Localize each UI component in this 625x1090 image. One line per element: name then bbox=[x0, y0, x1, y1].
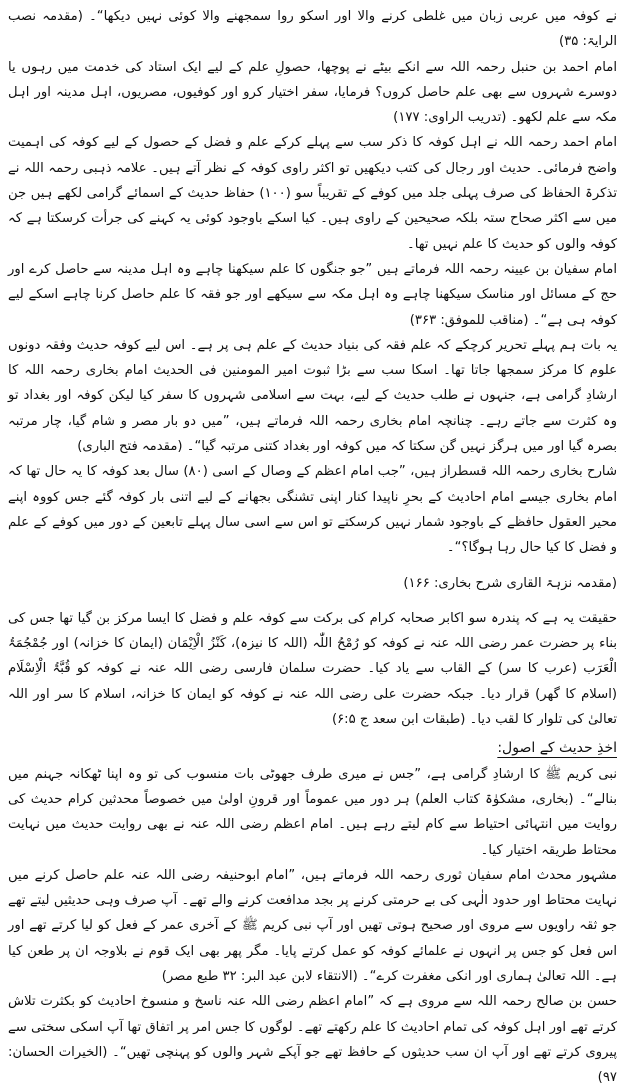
paragraph-bukhari-travels: یہ بات ہم پہلے تحریر کرچکے کہ علم فقہ کی بنیاد حدیث کے علم ہی پر ہے۔ اس لیے کوفہ حدیث وفقہ دونوں علوم کا مرکز سمجھا جاتا تھا۔ اسکا سب سے بڑا ثبوت امیر المومنین فی الحدیث امام بخاری رحمہ اللہ کا ارشادِ گرامی ہے، جنہوں نے طلب حدیث کے لیے، بہت سے اسلامی شہروں کا سفر کیا لیکن کوفہ اور بغداد تو وہ کثرت سے جاتے رہے۔ چنانچہ امام بخاری رحمہ اللہ فرماتے ہیں، ”میں دو بار مصر و شام گیا، چار مرتبہ بصرہ گیا اور میں ہرگز نہیں گن سکتا کہ میں کوفہ اور بغداد کتنی مرتبہ گیا“۔ (مقدمہ فتح الباری) bbox=[8, 337, 617, 455]
paragraph-sufyan-ibn-uyaynah: امام سفیان بن عیینہ رحمہ اللہ فرماتے ہیں ”جو جنگوں کا علم سیکھنا چاہے وہ اہل مدینہ سے حاصل کرے اور حج کے مسائل اور مناسک سیکھنا چاہے وہ اہل مکہ سے سیکھے اور جو فقہ کا علم حاصل کرنا چاہے اسکے لیے کوفہ ہی ہے“۔ (مناقب للموفق: ۳۶۳) bbox=[8, 261, 617, 328]
citation-nuzhat-al-qari: (مقدمہ نزہۃ القاری شرح بخاری: ۱۶۶) bbox=[403, 575, 617, 591]
paragraph-sufyan-thawri: مشہور محدث امام سفیان ثوری رحمہ اللہ فرماتے ہیں، ”امام ابوحنیفہ رضی اللہ عنہ علم حاصل کرنے میں نہایت محتاط اور حدود الٰہی کی بے حرمتی کرنے پر بجد مدافعت کرنے والے تھے۔ آپ صرف وہی حدیثیں لیتے تھے جو ثقہ راویوں سے مروی اور صحیح ہوتی تھیں اور آپ نبی کریم ﷺ کے آخری عمر کے فعل کو لیا کرتے تھے اور اس فعل کو جس پر انہوں نے علمائے کوفہ کو عمل کرتے پایا۔ مگر پھر بھی ایک قوم نے بلاوجہ ان پر طعن کیا ہے۔ اللہ تعالیٰ ہماری اور انکی مغفرت کرے“۔ (الانتقاء لابن عبد البر: ۳۲ طبع مصر) bbox=[8, 867, 617, 984]
paragraph-hasan-bin-salih: حسن بن صالح رحمہ اللہ سے مروی ہے کہ ”امام اعظم رضی اللہ عنہ ناسخ و منسوخ احادیث کو بکثرت تلاش کرتے تھے اور اہل کوفہ کی تمام احادیث کا علم رکھتے تھے۔ لوگوں کا جس امر پر اتفاق تھا آپ اسکی سختی سے پیروی کرتے تھے اور آپ ان سب حدیثوں کے حافظ تھے جو آپکے شہر والوں کو پہنچی تھیں“۔ (الخیرات الحسان: ۹۷) bbox=[8, 994, 617, 1086]
paragraph-kufa-titles: حقیقت یہ ہے کہ پندرہ سو اکابر صحابہ کرام کی برکت سے کوفہ علم و فضل کا ایسا مرکز بن گیا تھا جس کی بناء پر حضرت عمر رضی اللہ عنہ نے کوفہ کو رُمْحُ اللّٰہ (اللہ کا نیزہ)، کَنْزُ الْاِیْمَان (ایمان کا خزانہ) اور جُمْجُمَۃُ الْعَرَب (عرب کا سر) کے القاب سے یاد کیا۔ حضرت سلمان فارسی رضی اللہ عنہ نے کوفہ کو قُبَّۃُ الْاِسْلَام (اسلام کا گھر) قرار دیا۔ جبکہ حضرت علی رضی اللہ عنہ نے کوفہ کو ایمان کا خزانہ، اسلام کا سر اور اللہ تعالیٰ کی تلوار کا لقب دیا۔ (طبقات ابن سعد ج ۶:۵) bbox=[8, 610, 617, 728]
paragraph-kufa-narrators: امام احمد رحمہ اللہ نے اہل کوفہ کا ذکر سب سے پہلے کرکے علم و فضل کے حصول کے لیے کوفہ کی اہمیت واضح فرمائی۔ حدیث اور رجال کی کتب دیکھیں تو اکثر راوی کوفہ کے نظر آتے ہیں۔ علامہ ذہبی رحمہ اللہ نے تذکرۃ الحفاظ کی صرف پہلی جلد میں کوفے کے تقریباً سو (۱۰۰) حفاظ حدیث کے اسمائے گرامی لکھے ہیں جن میں سے اکثر صحاح ستہ بلکہ صحیحین کے راوی ہیں۔ کیا اسکے باوجود کوئی یہ کہنے کی جرأت کرسکتا ہے کہ کوفہ والوں کو حدیث کا علم نہیں تھا۔ bbox=[8, 135, 617, 252]
paragraph-prophet-saying: نبی کریم ﷺ کا ارشادِ گرامی ہے، ”جس نے میری طرف جھوٹی بات منسوب کی تو وہ اپنا ٹھکانہ جہنم میں بنالے“۔ (بخاری، مشکوٰۃ کتاب العلم) ہر دور میں عموماً اور قرونِ اولیٰ میں خصوصاً محدثین کرام حدیث کی روایت میں انتہائی احتیاط سے کام لیتے رہے ہیں۔ امام اعظم رضی اللہ عنہ نے بھی روایت حدیث میں نہایت محتاط طریقہ اختیار کیا۔ bbox=[8, 766, 617, 858]
paragraph-commentator: شارح بخاری رحمہ اللہ قسطراز ہیں، ”جب امام اعظم کے وصال کے اسی (۸۰) سال بعد کوفہ کا یہ حال تھا کہ امام بخاری جیسے امام احادیث کے بحرِ ناپیدا کنار اپنی تشنگی بجھانے کے لیے اتنی بار کوفہ گئے جس کووہ اپنے محیر العقول حافظے کے باوجود شمار نہیں کرسکتے تو اس سے اسی سال پہلے تابعین کے دور میں کوفے کے علم و فضل کا کیا حال رہا ہوگا؟“۔ bbox=[8, 464, 617, 556]
paragraph-ahmad-travel: امام احمد بن حنبل رحمہ اللہ سے انکے بیٹے نے پوچھا، حصولِ علم کے لیے ایک استاد کی خدمت میں رہوں یا دوسرے شہروں سے بھی علم حاصل کروں؟ فرمایا، سفر اختیار کرو اور کوفیوں، مصریوں، اہل مدینہ اور اہل مکہ سے علم لکھو۔ (تدریب الراوی: ۱۷۷) bbox=[8, 59, 617, 126]
paragraph-kufa-arabic: نے کوفہ میں عربی زبان میں غلطی کرنے والا اور اسکو روا سمجھنے والا کوئی نہیں دیکھا“۔ (مقدمہ نصب الرایۃ: ۳۵) bbox=[8, 9, 617, 50]
section-heading: اخذِ حدیث کے اصول: bbox=[497, 740, 617, 757]
